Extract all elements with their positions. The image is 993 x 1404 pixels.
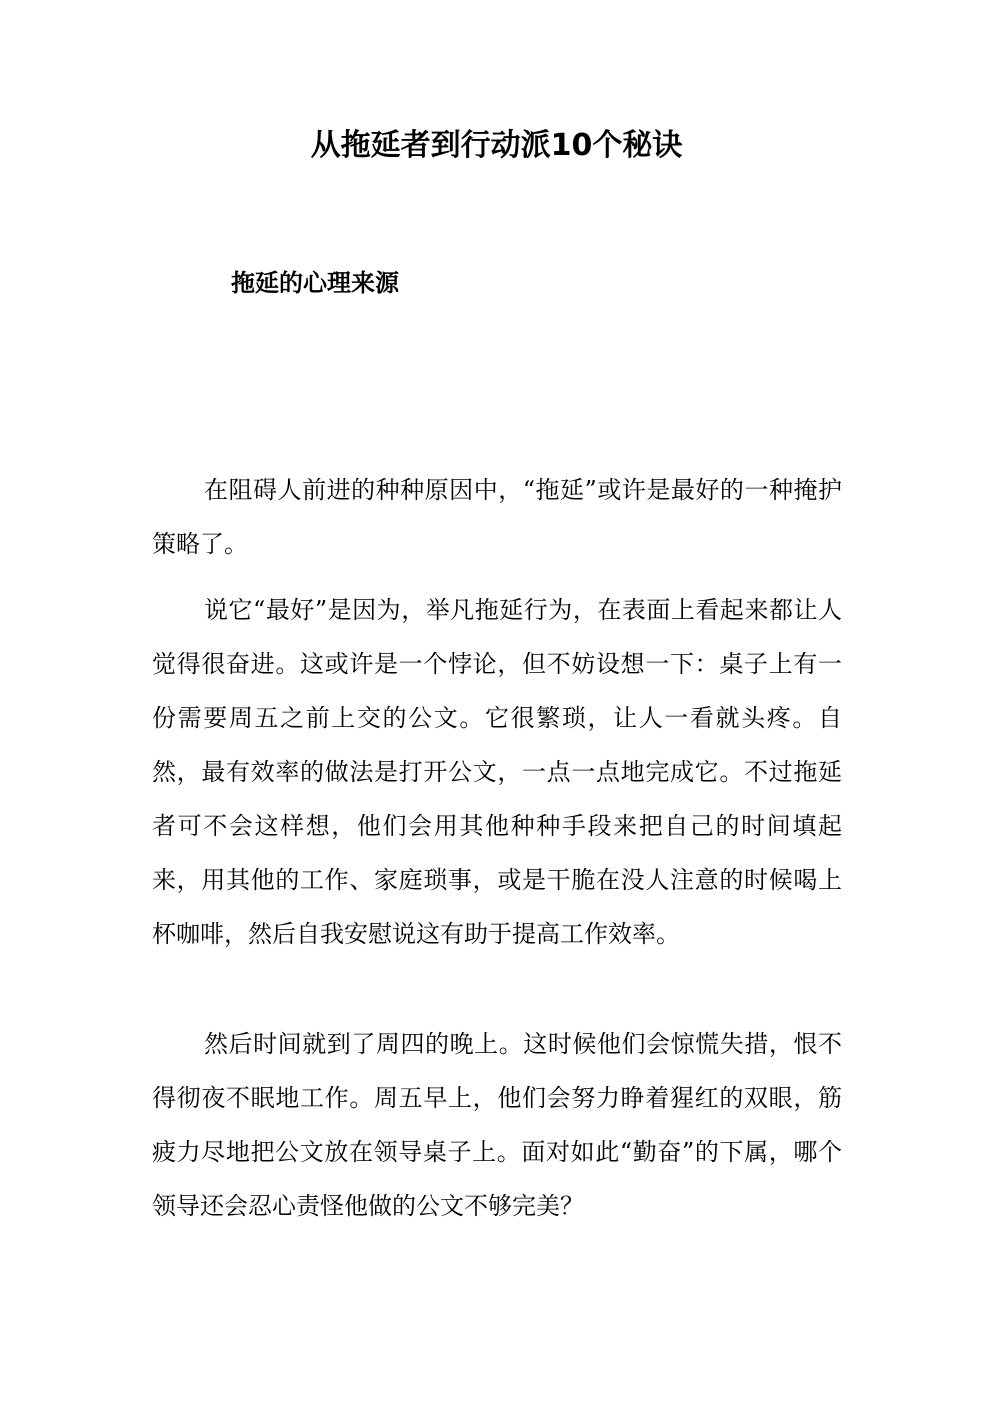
section-heading: 拖延的心理来源 [231,268,399,297]
document-title: 从拖延者到行动派10个秘诀 [310,128,683,163]
paragraph-1: 在阻碍人前进的种种原因中，“拖延”或许是最好的一种掩护策略了。 [152,476,842,558]
paragraph-3: 然后时间就到了周四的晚上。这时候他们会惊慌失措，恨不得彻夜不眠地工作。周五早上，他们会努力睁着猩红的双眼，筋疲力尽地把公文放在领导桌子上。面对如此“勤奋”的下属，哪个领导还会忍心责怪他做的公文不够完美？ [152,1030,842,1220]
paragraph-2: 说它“最好”是因为，举凡拖延行为，在表面上看起来都让人觉得很奋进。这或许是一个悖论，但不妨设想一下：桌子上有一份需要周五之前上交的公文。它很繁琐，让人一看就头疼。自然，最有效率的做法是打开公文，一点一点地完成它。不过拖延者可不会这样想，他们会用其他种种手段来把自己的时间填起来，用其他的工作、家庭琐事，或是干脆在没人注意的时候喝上杯咖啡，然后自我安慰说这有助于提高工作效率。 [152,596,842,948]
